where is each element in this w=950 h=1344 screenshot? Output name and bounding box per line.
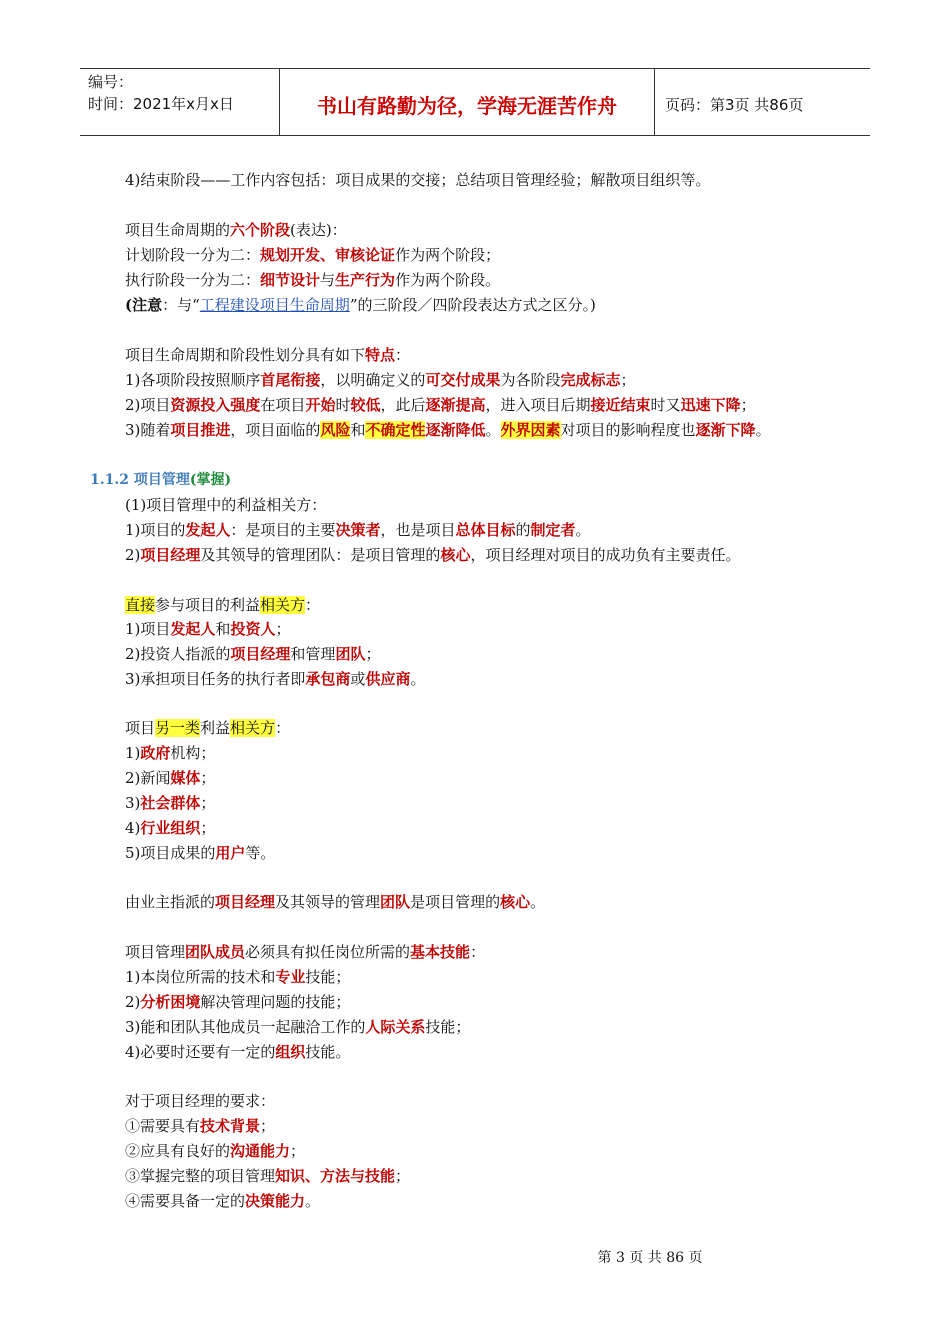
emphasis: 人际关系 [365, 1018, 426, 1036]
emphasis: 项目经理 [230, 645, 291, 663]
text: ； [200, 769, 216, 787]
text: ①需要具有 [125, 1117, 201, 1135]
text: 作为两个阶段； [395, 246, 501, 264]
text: 执行阶段一分为二： [125, 271, 261, 289]
text: 时又 [650, 396, 681, 414]
text: ； [200, 794, 216, 812]
text: 3) [125, 794, 141, 812]
text: ； [365, 645, 381, 663]
highlight: 风险 [320, 421, 351, 439]
text: 对于项目经理的要求： [125, 1092, 276, 1110]
highlight: 相关方 [230, 719, 276, 737]
emphasis: 决策能力 [245, 1192, 306, 1210]
paragraph-line [125, 220, 347, 240]
emphasis: 组织 [275, 1043, 306, 1061]
text: 在项目 [260, 396, 306, 414]
emphasis: 逐渐下降 [695, 421, 756, 439]
text: 项目生命周期的 [125, 221, 231, 239]
text: 1)项目 [125, 620, 171, 638]
text: 由业主指派的 [125, 893, 216, 911]
text: (1)项目管理中的利益相关方： [125, 496, 327, 514]
text: 与 [320, 271, 336, 289]
paragraph-line [125, 1191, 320, 1211]
text: 为各阶段 [500, 371, 561, 389]
text: ③掌握完整的项目管理 [125, 1167, 276, 1185]
text: 。 [530, 893, 546, 911]
text: ，进入项目后期 [485, 396, 591, 414]
text: 。 [755, 421, 771, 439]
text: ，项目面临的 [230, 421, 321, 439]
emphasis: 总体目标 [455, 521, 516, 539]
text: 。 [410, 670, 426, 688]
paragraph-line [125, 270, 500, 290]
text: 时 [335, 396, 351, 414]
emphasis: 决策者 [335, 521, 381, 539]
text: 2) [125, 993, 141, 1011]
emphasis: 投资人 [230, 620, 276, 638]
highlight: 直接 [125, 596, 156, 614]
paragraph-line [125, 420, 771, 440]
text: ，也是项目 [380, 521, 456, 539]
text: 解决管理问题的技能； [200, 993, 351, 1011]
paragraph-line [125, 345, 410, 365]
emphasis: 规划开发 [260, 246, 321, 264]
emphasis: 逐渐提高 [425, 396, 486, 414]
text: ； [740, 396, 756, 414]
text: 2)投资人指派的 [125, 645, 231, 663]
text: 和 [215, 620, 231, 638]
text: 2) [125, 546, 141, 564]
text: ④需要具备一定的 [125, 1192, 246, 1210]
header-left-cell [80, 69, 280, 135]
emphasis: 可交付成果 [425, 371, 501, 389]
text: ：是项目的主要 [230, 521, 336, 539]
emphasis: 资源投入强度 [170, 396, 261, 414]
text: 3)随着 [125, 421, 171, 439]
text: 4)结束阶段——工作内容包括：项目成果的交接；总结项目管理经验；解散项目组织等。 [125, 171, 711, 189]
emphasis: 核心 [440, 546, 471, 564]
text: ； [395, 1167, 411, 1185]
paragraph-line [125, 1091, 275, 1111]
emphasis: 项目经理 [215, 893, 276, 911]
emphasis: 社会群体 [140, 794, 201, 812]
emphasis: 首尾衔接 [260, 371, 321, 389]
emphasis: 行业组织 [140, 819, 201, 837]
emphasis: 开始 [305, 396, 336, 414]
emphasis: 媒体 [170, 769, 201, 787]
text: ； [260, 1117, 276, 1135]
text: ：与“ [162, 296, 200, 314]
emphasis: 沟通能力 [230, 1142, 291, 1160]
paragraph-line [125, 768, 215, 788]
text: ”的三阶段／四阶段表达方式之区分。) [349, 296, 596, 314]
text: 3)承担项目任务的执行者即 [125, 670, 306, 688]
emphasis: 较低 [350, 396, 381, 414]
text: 的 [515, 521, 531, 539]
text: 1) [125, 744, 141, 762]
paragraph-line [125, 669, 425, 689]
text: 或 [350, 670, 366, 688]
emphasis: 项目经理 [140, 546, 201, 564]
text: 和管理 [290, 645, 336, 663]
section-title: 1.1.2 项目管理 [90, 472, 190, 488]
emphasis: 供应商 [365, 670, 411, 688]
highlight: 相关方 [260, 596, 306, 614]
paragraph-line [125, 170, 710, 190]
paragraph-line [125, 718, 290, 738]
emphasis: 知识、方法与技能 [275, 1167, 396, 1185]
paragraph-line [125, 495, 326, 515]
text: 。 [485, 421, 501, 439]
paragraph-line [125, 1116, 275, 1136]
emphasis: 技术背景 [200, 1117, 261, 1135]
emphasis: 、 [320, 246, 336, 264]
paragraph-line [125, 595, 320, 615]
text: ( [125, 296, 133, 314]
paragraph-line [125, 942, 485, 962]
text: 技能。 [305, 1043, 351, 1061]
emphasis: 发起人 [170, 620, 216, 638]
text: ，以明确定义的 [320, 371, 426, 389]
section-heading [90, 470, 231, 490]
text: 项目 [125, 719, 156, 737]
note-label: 注意 [132, 296, 163, 314]
emphasis: 审核论证 [335, 246, 396, 264]
paragraph-line [125, 793, 215, 813]
text: 技能； [305, 968, 351, 986]
paragraph-line [125, 818, 215, 838]
text: 3)能和团队其他成员一起融洽工作的 [125, 1018, 366, 1036]
text: ，项目经理对项目的成功负有主要责任。 [470, 546, 741, 564]
text: 。 [305, 1192, 321, 1210]
text: 等。 [245, 844, 276, 862]
emphasis: 专业 [275, 968, 306, 986]
section-tag: (掌握) [189, 472, 232, 488]
paragraph-line [125, 892, 545, 912]
emphasis: 团队 [335, 645, 366, 663]
emphasis: 团队成员 [185, 943, 246, 961]
paragraph-line [125, 520, 591, 540]
paragraph-line [125, 370, 636, 390]
text: 技能； [425, 1018, 471, 1036]
paragraph-line [125, 743, 215, 763]
text: 和 [350, 421, 366, 439]
emphasis: 基本技能 [410, 943, 471, 961]
highlight: 不确定性 [365, 421, 426, 439]
paragraph-line [125, 1141, 305, 1161]
paragraph-line [125, 545, 740, 565]
text: 必须具有拟任岗位所需的 [245, 943, 411, 961]
text: 及其领导的管理团队：是项目管理的 [200, 546, 441, 564]
paragraph-line [125, 1017, 470, 1037]
paragraph-line [125, 644, 380, 664]
text: 1)本岗位所需的技术和 [125, 968, 276, 986]
emphasis: 团队 [380, 893, 411, 911]
highlight: 另一类 [155, 719, 201, 737]
paragraph-line [125, 967, 350, 987]
text: ； [275, 620, 291, 638]
text: 1)各项阶段按照顺序 [125, 371, 261, 389]
text: 4)必要时还要有一定的 [125, 1043, 276, 1061]
emphasis: 迅速下降 [680, 396, 741, 414]
text: ： [395, 346, 411, 364]
paragraph-line [125, 245, 500, 265]
page-footer: 第 3 页 共 86 页 [597, 1250, 703, 1266]
text: 。 [575, 521, 591, 539]
text: ； [200, 819, 216, 837]
emphasis: 生产行为 [335, 271, 396, 289]
text: 计划阶段一分为二： [125, 246, 261, 264]
paragraph-line [125, 295, 596, 315]
paragraph-line [125, 992, 350, 1012]
paragraph-line [125, 1166, 410, 1186]
text: (表达)： [290, 221, 347, 239]
text: 项目管理 [125, 943, 186, 961]
page-number-label: 页码：第3页 共86页 [665, 95, 804, 114]
emphasis: 逐渐降低 [425, 421, 486, 439]
text: ： [275, 719, 291, 737]
text: 2)项目 [125, 396, 171, 414]
emphasis: 接近结束 [590, 396, 651, 414]
text: 及其领导的管理 [275, 893, 381, 911]
text: ； [620, 371, 636, 389]
paragraph-line [125, 1042, 350, 1062]
emphasis: 承包商 [305, 670, 351, 688]
date-label: 时间：2021年x月x日 [88, 95, 234, 113]
emphasis: 细节设计 [260, 271, 321, 289]
paragraph-line [125, 843, 275, 863]
text: 作为两个阶段。 [395, 271, 501, 289]
text: ： [305, 596, 321, 614]
text: ②应具有良好的 [125, 1142, 231, 1160]
text: 利益 [200, 719, 231, 737]
text: 是项目管理的 [410, 893, 501, 911]
text: 对项目的影响程度也 [560, 421, 696, 439]
text: 参与项目的利益 [155, 596, 261, 614]
emphasis: 用户 [215, 844, 246, 862]
emphasis: 发起人 [185, 521, 231, 539]
emphasis: 六个阶段 [230, 221, 291, 239]
text: 5)项目成果的 [125, 844, 216, 862]
text: 2)新闻 [125, 769, 171, 787]
emphasis: 核心 [500, 893, 531, 911]
emphasis: 政府 [140, 744, 171, 762]
paragraph-line [125, 619, 290, 639]
text: 1)项目的 [125, 521, 186, 539]
text: 项目生命周期和阶段性划分具有如下 [125, 346, 366, 364]
emphasis: 项目推进 [170, 421, 231, 439]
text: 4) [125, 819, 141, 837]
number-label: 编号： [88, 73, 134, 91]
text: 机构； [170, 744, 216, 762]
text: ，此后 [380, 396, 426, 414]
page-header [80, 68, 870, 136]
highlight: 外界因素 [500, 421, 561, 439]
emphasis: 完成标志 [560, 371, 621, 389]
emphasis: 特点 [365, 346, 396, 364]
text: ； [290, 1142, 306, 1160]
emphasis: 分析困境 [140, 993, 201, 1011]
lifecycle-link[interactable]: 工程建设项目生命周期 [199, 296, 350, 314]
text: ： [470, 943, 486, 961]
motto: 书山有路勤为径，学海无涯苦作舟 [280, 69, 655, 135]
paragraph-line [125, 395, 756, 415]
emphasis: 制定者 [530, 521, 576, 539]
